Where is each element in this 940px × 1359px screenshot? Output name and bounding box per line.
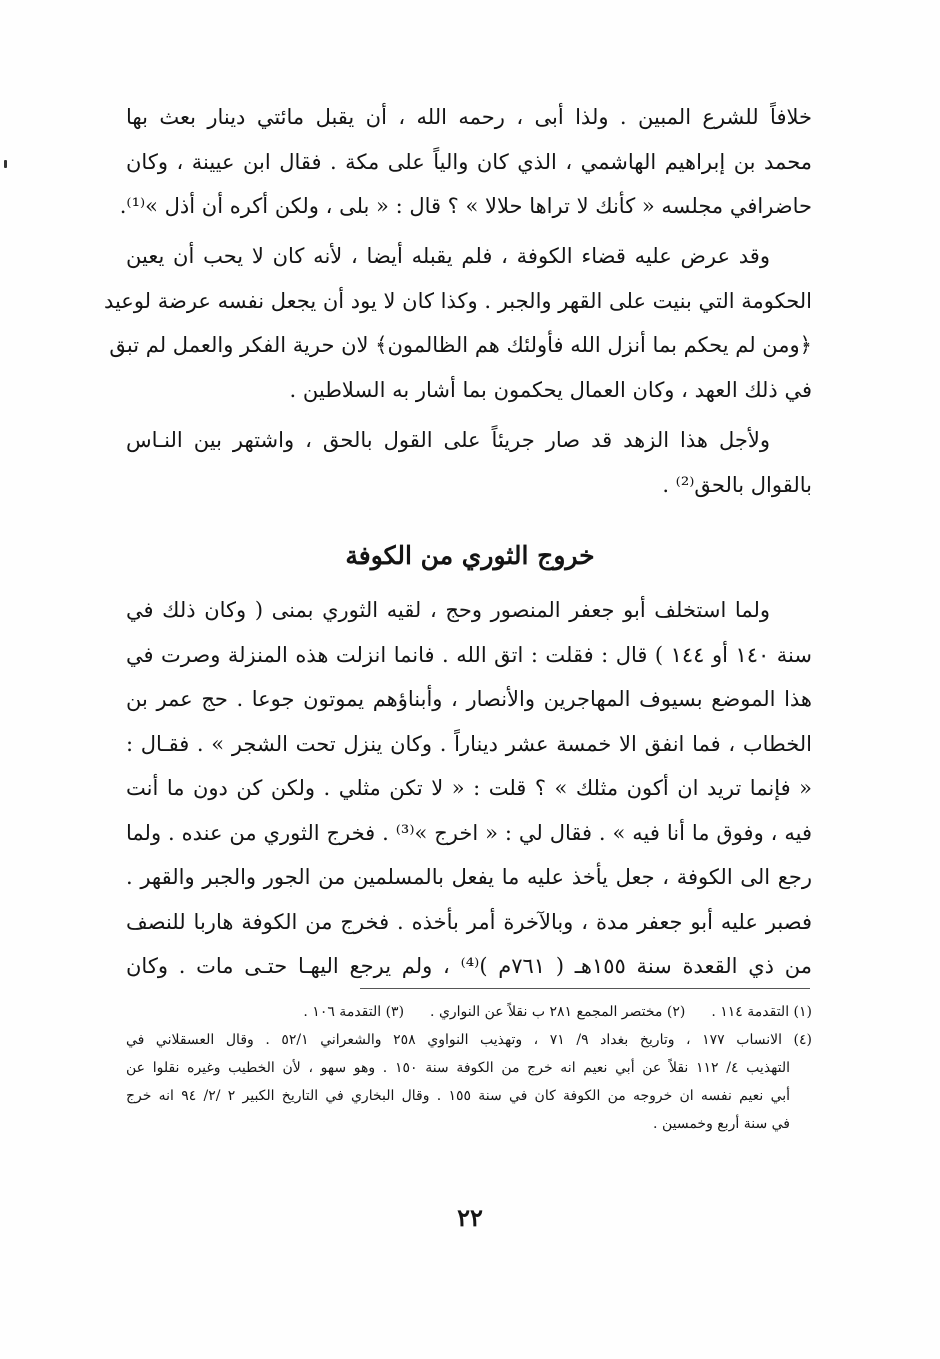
paragraph-4-line: الخطاب ، فما انفق الا خمسة عشر ديناراً . وكان ينزل تحت الشجر » . فقـال : (126, 731, 812, 756)
paragraph-1 (119, 95, 812, 229)
paragraph-4 (126, 588, 812, 989)
footnote-4-line: (٤) الانساب ١٧٧ ، وتاريخ بغداد ٩/ ٧١ ، وتهذيب النواوي ٢٥٨ والشعراني ٥٢/١ . وقال العسقلاني في (126, 1032, 812, 1048)
paragraph-4-line: سنة ١٤٠ أو ١٤٤ ) قال : فقلت : اتق الله . فانما انزلت هذه المنزلة وصرت في (126, 642, 812, 667)
page-number: ٢٢ (457, 1203, 483, 1232)
section-heading: خروج الثوري من الكوفة (345, 541, 595, 570)
footnote-4-line: في سنة أربع وخمسين . (653, 1116, 790, 1132)
footnote-3: (٣) التقدمة ١٠٦ . (303, 1004, 405, 1020)
paragraph-2-line: وقد عرض عليه قضاء الكوفة ، فلم يقبله أيضا ، لأنه كان لا يحب أن يعين (126, 244, 770, 268)
footnotes (126, 998, 812, 1138)
footnote-4-line: أبي نعيم نفسه ان خروجه من الكوفة كان في سنة ١٥٥ . وقال البخاري في التاريخ الكبير ٢ /٢/ ٩٤ انه خرج (126, 1088, 791, 1104)
paragraph-3-line: بالقوال بالحق⁽²⁾ . (662, 472, 812, 497)
scan-speck (4, 160, 7, 168)
paragraph-1-line: حاضرافي مجلسه « كأنك لا تراها حلالا » ؟ قال : « بلى ، ولكن أكره أن أذل »⁽¹⁾. (119, 194, 812, 218)
footnote-1: (١) التقدمة ١١٤ . (711, 1004, 812, 1020)
paragraph-4-line: هذا الموضع بسيوف المهاجرين والأنصار ، وأبناؤهم يموتون جوعا . حج عمر بن (126, 687, 812, 711)
paragraph-3-line: ولأجل هذا الزهد قد صار جريئاً على القول بالحق ، واشتهر بين النـاس (126, 428, 770, 452)
paragraph-2-line: ﴿ومن لم يحكم بما أنزل الله فأولئك هم الظالمون﴾ لان حرية الفكر والعمل لم تبق (109, 333, 812, 357)
footnote-divider (360, 988, 810, 989)
paragraph-4-line: رجع الى الكوفة ، جعل يأخذ عليه ما يفعل بالمسلمين من الجور والجبر والقهر . (126, 865, 812, 889)
paragraph-4-line: « فإنما تريد ان أكون مثلك » ؟ قلت : « لا تكن مثلي . ولكن كن دون ما أنت (126, 776, 812, 800)
footnote-4-line: التهذيب ٤/ ١١٢ نقلاً عن أبي نعيم انه خرج من الكوفة سنة ١٥٠ . وهو سهو ، لأن الخطيب وغيره نقلوا عن (126, 1060, 791, 1076)
footnote-2: (٢) مختصر المجمع ٢٨١ ب نقلاً عن النواري . (430, 1004, 686, 1020)
paragraph-4-line: فيه ، وفوق ما أنا فيه » . فقال لي : « اخرج »⁽³⁾ . فخرج الثوري من عنده . ولما (126, 820, 812, 845)
paragraph-4-line: من ذي القعدة سنة ١٥٥هـ ( ٧٦١م )⁽⁴⁾ ، ولم يرجع اليهـا حتـى مات . وكان (126, 954, 812, 978)
paragraph-1-line: خلافاً للشرع المبين . ولذا أبى ، رحمه الله ، أن يقبل مائتي دينار بعث بها (126, 105, 812, 129)
paragraph-4-line: ولما استخلف أبو جعفر المنصور وحج ، لقيه الثوري بمنى ( وكان ذلك في (126, 598, 770, 622)
paragraph-3 (126, 418, 812, 507)
footnote-row-1 (126, 998, 812, 1026)
paragraph-2-line: الحكومة التي بنيت على القهر والجبر . وكذا كان لا يود أن يجعل نفسه عرضة لوعيد (103, 288, 812, 313)
paragraph-4-line: فصبر عليه أبو جعفر مدة ، وبالآخرة أمر بأخذه . فخرج من الكوفة هاربا للنصف (126, 909, 812, 934)
paragraph-2-line: في ذلك العهد ، وكان العمال يحكمون بما أشار به السلاطين . (289, 377, 812, 402)
paragraph-1-line: محمد بن إبراهيم الهاشمي ، الذي كان والياً على مكة . فقال ابن عيينة ، وكان (126, 149, 812, 174)
paragraph-2 (103, 234, 812, 412)
